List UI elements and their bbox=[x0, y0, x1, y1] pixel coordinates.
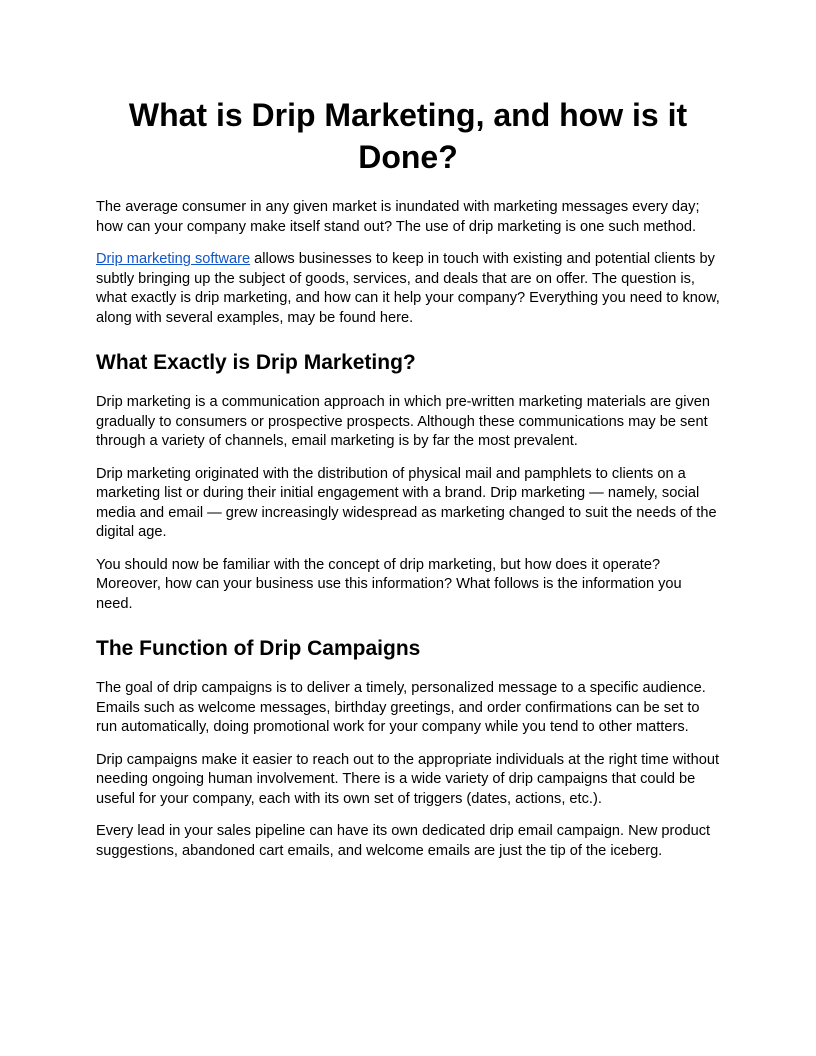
document-page bbox=[96, 94, 720, 874]
section2-paragraph-1: The goal of drip campaigns is to deliver a timely, personalized message to a specific audience. Emails such as welcome messages, birthday greetings, and order confirmations can be set to run automatically, doing promotional work for your company while you tend to other matters. bbox=[96, 680, 706, 735]
section-heading-function-of-drip-campaigns: The Function of Drip Campaigns bbox=[96, 637, 421, 660]
section2-paragraph-3: Every lead in your sales pipeline can have its own dedicated drip email campaign. New product suggestions, abandoned cart emails, and welcome emails are just the tip of the iceberg. bbox=[96, 823, 711, 859]
intro-paragraph-1: The average consumer in any given market is inundated with marketing messages every day; how can your company make itself stand out? The use of drip marketing is one such method. bbox=[96, 199, 700, 235]
intro-paragraph-2 bbox=[96, 250, 720, 328]
section-heading-what-is-drip-marketing: What Exactly is Drip Marketing? bbox=[96, 351, 416, 374]
intro-paragraph-2-text: allows businesses to keep in touch with existing and potential clients by subtly bringing up the subject of goods, services, and deals that are on offer. The question is, what exactly is drip marketing, and how can it help your company? Everything you need to know, along with several examples, may be found here. bbox=[96, 251, 720, 326]
section2-paragraph-2: Drip campaigns make it easier to reach out to the appropriate individuals at the right time without needing ongoing human involvement. There is a wide variety of drip campaigns that could be useful for your company, each with its own set of triggers (dates, actions, etc.). bbox=[96, 751, 719, 807]
section1-paragraph-2: Drip marketing originated with the distribution of physical mail and pamphlets to clients on a marketing list or during their initial engagement with a brand. Drip marketing — namely, social media and email — grew increasingly widespread as marketing changed to suit the needs of the digital age. bbox=[96, 465, 717, 540]
section1-paragraph-1: Drip marketing is a communication approach in which pre-written marketing materials are given gradually to consumers or prospective prospects. Although these communications may be sent through a variety of channels, email marketing is by far the most prevalent. bbox=[96, 394, 711, 449]
drip-marketing-software-link[interactable]: Drip marketing software bbox=[96, 251, 251, 267]
page-title: What is Drip Marketing, and how is it Done? bbox=[128, 97, 688, 175]
section1-paragraph-3: You should now be familiar with the concept of drip marketing, but how does it operate? Moreover, how can your business use this information? What follows is the information you need. bbox=[96, 556, 682, 612]
